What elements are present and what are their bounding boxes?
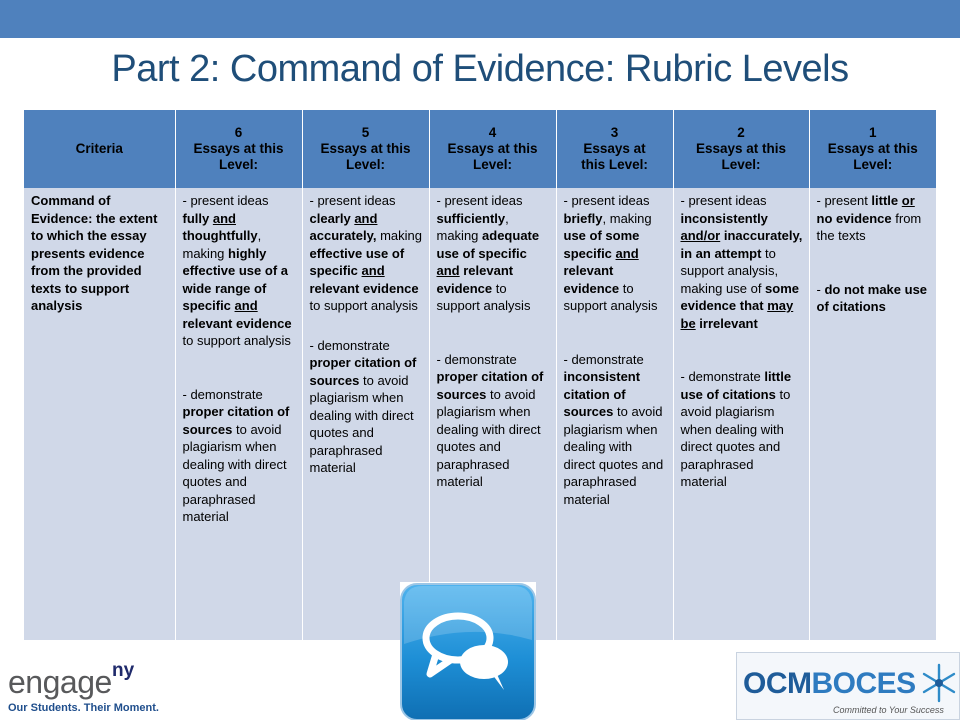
header-line: Level: [853,157,893,172]
ocm-tagline: Committed to Your Success [833,705,944,715]
body-text: to avoid plagiarism when dealing with direct quotes and paraphrased material [309,372,414,475]
emphasis-text: relevant evidence [182,315,292,331]
description-paragraph [564,351,667,509]
emphasis-text: inconsistently [680,210,768,226]
body-text: - present [816,193,872,208]
header-level-5 [302,110,429,188]
emphasis-text: do not make use of citations [816,281,928,314]
rubric-table [24,110,936,640]
description-paragraph [681,368,803,491]
emphasis-text: may be [680,298,794,331]
rubric-header-row [24,110,936,188]
level-6-description [175,188,302,640]
emphasis-text: and [615,245,639,261]
header-level-1 [809,110,936,188]
body-text: to support analysis [436,280,531,313]
header-line: 4 [488,125,497,140]
emphasis-text: or [901,193,915,208]
header-line: Criteria [75,141,123,156]
description-paragraph [310,337,423,477]
description-paragraph [183,192,296,350]
body-text: to support analysis, making use of [680,245,779,296]
emphasis-text: some evidence that [680,280,800,313]
body-text: making [376,228,422,243]
header-line: 6 [234,125,243,140]
header-line: Level: [472,157,513,172]
header-line: Level: [345,157,386,172]
header-line: Essays at this [695,141,787,156]
emphasis-text: irrelevant [699,315,758,331]
criteria-cell: Command of Evidence: the extent to which the essay presents evidence from the provided texts to support analysis [24,188,175,640]
body-text: - demonstrate [309,337,390,353]
top-accent-bar [0,0,960,38]
body-text: to avoid plagiarism when dealing with direct quotes and paraphrased material [563,404,664,507]
emphasis-text: and/or [680,228,721,243]
level-3-description [556,188,673,640]
header-criteria [24,110,175,188]
emphasis-text: relevant evidence [563,263,620,296]
emphasis-text: highly effective use of a wide range of specific [182,245,288,313]
header-line: Essays at this [320,141,411,156]
emphasis-text: effective use of specific [309,245,405,278]
rubric-body-row [24,188,936,640]
description-paragraph [183,386,296,526]
emphasis-text: inconsistent citation of sources [563,369,641,419]
description-paragraph [437,192,550,315]
body-text: - present ideas [182,193,269,208]
ocm-wordmark-part: OCM [743,667,812,700]
engage-ny-logo [8,662,158,718]
header-level-6 [175,110,302,188]
boces-wordmark-part: BOCES [811,667,916,700]
body-text: - present ideas [680,193,767,208]
body-text: to avoid plagiarism when dealing with direct quotes and paraphrased material [680,386,791,489]
discussion-tile [400,582,536,720]
snowflake-icon [921,661,957,705]
description-paragraph [310,192,423,315]
body-text: to support analysis [563,280,658,313]
emphasis-text: and [361,263,385,278]
body-text: - demonstrate [182,386,263,402]
level-5-description [302,188,429,640]
ocm-boces-logo [736,652,960,720]
header-level-3 [556,110,673,188]
emphasis-text: sufficiently [436,210,506,226]
header-line: 2 [737,125,745,140]
body-text: to avoid plagiarism when dealing with direct quotes and paraphrased material [182,421,287,524]
body-text: to support analysis [182,333,291,348]
emphasis-text: relevant evidence [309,280,419,296]
emphasis-text: little [871,193,899,208]
body-text: - demonstrate [436,351,517,367]
emphasis-text: and [354,210,378,226]
description-paragraph [817,192,931,245]
body-text: - present ideas [309,193,396,208]
emphasis-text: clearly [309,210,351,226]
body-text: , making [436,210,509,243]
emphasis-text: fully [182,210,210,226]
emphasis-text: proper citation of sources [309,355,417,388]
level-2-description [673,188,809,640]
description-paragraph [437,351,550,491]
header-line: 3 [610,125,619,140]
emphasis-text: little use of citations [680,369,792,402]
body-text: - demonstrate [680,369,765,384]
emphasis-text: and [212,210,236,226]
body-text: to support analysis [309,298,418,313]
emphasis-text: no evidence [816,210,892,226]
emphasis-text: inaccurately, in an attempt [680,228,803,261]
header-line: this Level: [581,157,648,172]
description-paragraph [564,192,667,315]
engage-wordmark: engage [8,664,112,700]
engage-ny-superscript: ny [112,660,135,681]
body-text: - present ideas [436,193,523,208]
body-text: , making [182,228,262,261]
description-paragraph [681,192,803,332]
header-line: Level: [218,157,259,172]
header-line: Essays at this [447,141,538,156]
body-text: - present ideas [563,193,650,208]
header-line: Essays at [583,141,646,156]
speech-bubbles-icon [400,582,536,720]
body-text: from the texts [816,210,922,243]
engage-tagline: Our Students. Their Moment. [8,702,159,714]
level-1-description [809,188,936,640]
header-line: Essays at this [193,141,284,156]
header-line: 5 [361,125,370,140]
slide-title: Part 2: Command of Evidence: Rubric Levels [111,48,849,90]
body-text: - [816,281,825,297]
emphasis-text: relevant evidence [436,263,514,296]
body-text: , making [602,210,652,226]
body-text: to avoid plagiarism when dealing with direct quotes and paraphrased material [436,386,541,489]
emphasis-text: thoughtfully [182,228,258,243]
header-level-2 [673,110,809,188]
header-line: Level: [721,157,761,172]
emphasis-text: and [234,298,258,313]
body-text: - demonstrate [563,351,644,367]
emphasis-text: use of some specific [563,228,640,261]
level-4-description [429,188,556,640]
emphasis-text: proper citation of sources [182,404,290,437]
description-paragraph [817,281,931,316]
emphasis-text: proper citation of sources [436,369,544,402]
emphasis-text: accurately, [309,228,377,243]
emphasis-text: and [436,263,460,278]
emphasis-text: adequate use of specific [436,228,540,261]
header-level-4 [429,110,556,188]
header-line: Essays at this [827,141,918,156]
emphasis-text: briefly [563,210,603,226]
ocm-boces-wordmark [743,667,916,701]
header-line: 1 [868,125,877,140]
